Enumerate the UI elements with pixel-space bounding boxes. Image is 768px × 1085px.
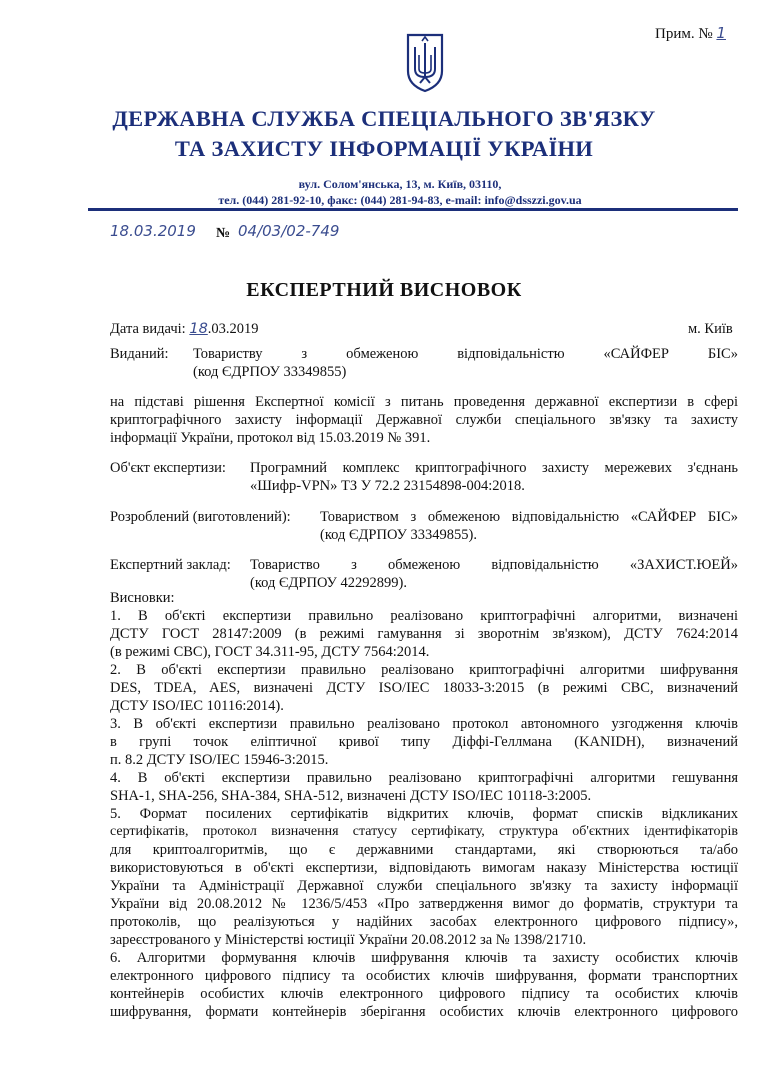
conclusion-line: контейнерів особистих ключів електронного цифрового підпису та особистих ключів	[110, 986, 738, 1002]
conclusion-line: 5. Формат посилених сертифікатів відкритих ключів, формат списків відкликаних	[110, 806, 738, 822]
expert-word: з	[351, 557, 357, 573]
issue-date-day: 18	[189, 321, 208, 337]
registration-number: 04/03/02-749	[238, 222, 340, 240]
registration-number-label: №	[216, 226, 231, 241]
conclusion-line: SHA-1, SHA-256, SHA-384, SHA-512, визначені ДСТУ ISO/IEC 10118-3:2005.	[110, 788, 592, 804]
registration-date: 18.03.2019	[110, 222, 196, 240]
issued-word: з	[301, 346, 308, 362]
issue-date-label: Дата видачі:	[110, 321, 186, 337]
conclusion-line: в групі точок еліптичної кривої типу Діффі-Геллмана (KANIDH), визначений	[110, 734, 738, 750]
conclusion-line: використовуються в об'єкті експертизи, відповідають вимогам наказу Міністерства юстиції	[110, 860, 738, 876]
expert-word: обмеженою	[387, 557, 461, 573]
conclusion-line: 3. В об'єкті експертизи правильно реалізовано протокол автономного узгодження ключів	[110, 716, 738, 732]
issued-word: відповідальністю	[457, 346, 565, 362]
coat-of-arms-emblem	[405, 33, 445, 93]
conclusion-line: протоколів, що реалізуються у надійних засобах електронного цифрового підпису»,	[110, 914, 738, 930]
issued-word: БІС»	[707, 346, 738, 362]
organization-name-line1: ДЕРЖАВНА СЛУЖБА СПЕЦІАЛЬНОГО ЗВ'ЯЗКУ	[112, 106, 656, 131]
object-line: «Шифр-VPN» ТЗ У 72.2 23154898-004:2018.	[250, 478, 525, 494]
conclusion-line: 4. В об'єкті експертизи правильно реалізовано криптографічні алгоритми гешування	[110, 770, 738, 786]
organization-address: вул. Солом'янська, 13, м. Київ, 03110,	[298, 177, 502, 191]
conclusion-line: зареєстрованого у Міністерстві юстиції України 20.08.2012 за № 1398/21710.	[110, 932, 587, 948]
issued-word: Товариству	[193, 346, 263, 362]
conclusions-label: Висновки:	[110, 590, 175, 606]
conclusion-line: шифрування, формати контейнерів зберігання особистих ключів електронного цифрового	[110, 1004, 738, 1020]
attachment-mark	[655, 24, 726, 43]
issued-label: Виданий:	[110, 346, 169, 362]
issued-to	[193, 345, 738, 363]
conclusion-line: для криптоалгоритмів, що є державними стандартами, які створюються та/або	[110, 842, 738, 858]
conclusion-line: (в режимі СВС), ГОСТ 34.311-95, ДСТУ 7564:2014.	[110, 644, 430, 660]
document-title: ЕКСПЕРТНИЙ ВИСНОВОК	[246, 279, 522, 301]
expert-institution-line	[250, 556, 738, 574]
issue-date-rest: .03.2019	[207, 321, 259, 337]
expert-institution-code: (код ЄДРПОУ 42292899).	[250, 575, 407, 591]
developer-line: Товариством з обмеженою відповідальністю «САЙФЕР БІС»	[320, 509, 738, 525]
object-line: Програмний комплекс криптографічного захисту мережевих з'єднань	[250, 460, 738, 476]
expert-institution-label: Експертний заклад:	[110, 557, 231, 573]
conclusion-line: ДСТУ ГОСТ 28147:2009 (в режимі гамування зі зворотнім зв'язком), ДСТУ 7624:2014	[110, 626, 738, 642]
expert-word: «ЗАХИСТ.ЮЕЙ»	[629, 557, 738, 573]
conclusion-line: України та Адміністрації Державної служби спеціального зв'язку та захисту інформації	[110, 878, 738, 894]
conclusion-line: ДСТУ ISO/IEC 10116:2014).	[110, 698, 284, 714]
conclusion-line: 1. В об'єкті експертизи правильно реалізовано криптографічні алгоритми, визначені	[110, 608, 738, 624]
organization-name-line2: ТА ЗАХИСТУ ІНФОРМАЦІЇ УКРАЇНИ	[174, 136, 594, 161]
issue-date	[110, 320, 259, 338]
developer-label: Розроблений (виготовлений):	[110, 509, 291, 525]
conclusion-line: 6. Алгоритми формування ключів шифрування ключів та захисту особистих ключів	[110, 950, 738, 966]
issue-city: м. Київ	[688, 321, 733, 337]
basis-line: криптографічного захисту інформації Державної служби спеціального зв'язку та захисту	[110, 412, 738, 428]
issued-word: «САЙФЕР	[603, 346, 669, 362]
developer-line: (код ЄДРПОУ 33349855).	[320, 527, 477, 543]
issued-code: (код ЄДРПОУ 33349855)	[193, 364, 347, 380]
conclusion-line: DES, TDEA, AES, визначені ДСТУ ISO/IEC 18033-3:2015 (в режимі CBC, визначений	[110, 680, 738, 696]
organization-contacts: тел. (044) 281-92-10, факс: (044) 281-94-83, e-mail: info@dsszzi.gov.ua	[218, 193, 582, 207]
conclusion-line: України від 20.08.2012 № 1236/5/453 «Про затвердження вимог до форматів, структури та	[110, 896, 738, 912]
conclusion-line: 2. В об'єкті експертизи правильно реалізовано криптографічні алгоритми шифрування	[110, 662, 738, 678]
object-label: Об'єкт експертизи:	[110, 460, 226, 476]
basis-line: на підставі рішення Експертної комісії з питань проведення державної експертизи в сфері	[110, 394, 738, 410]
attachment-number: 1	[716, 24, 726, 42]
conclusion-line: п. 8.2 ДСТУ ISO/IEC 15946-3:2015.	[110, 752, 329, 768]
expert-word: відповідальністю	[491, 557, 599, 573]
basis-line: інформації України, протокол від 15.03.2019 № 391.	[110, 430, 431, 446]
issued-word: обмеженою	[346, 346, 419, 362]
conclusion-line: електронного цифрового підпису та особистих ключів шифрування, формати транспортних	[110, 968, 738, 984]
attachment-label: Прим. №	[655, 26, 713, 42]
expert-word: Товариство	[250, 557, 320, 573]
conclusion-line: сертифікатів, протокол визначення статусу сертифікату, структура об'єктних ідентифікаторів	[110, 824, 738, 839]
header-divider	[88, 208, 738, 211]
